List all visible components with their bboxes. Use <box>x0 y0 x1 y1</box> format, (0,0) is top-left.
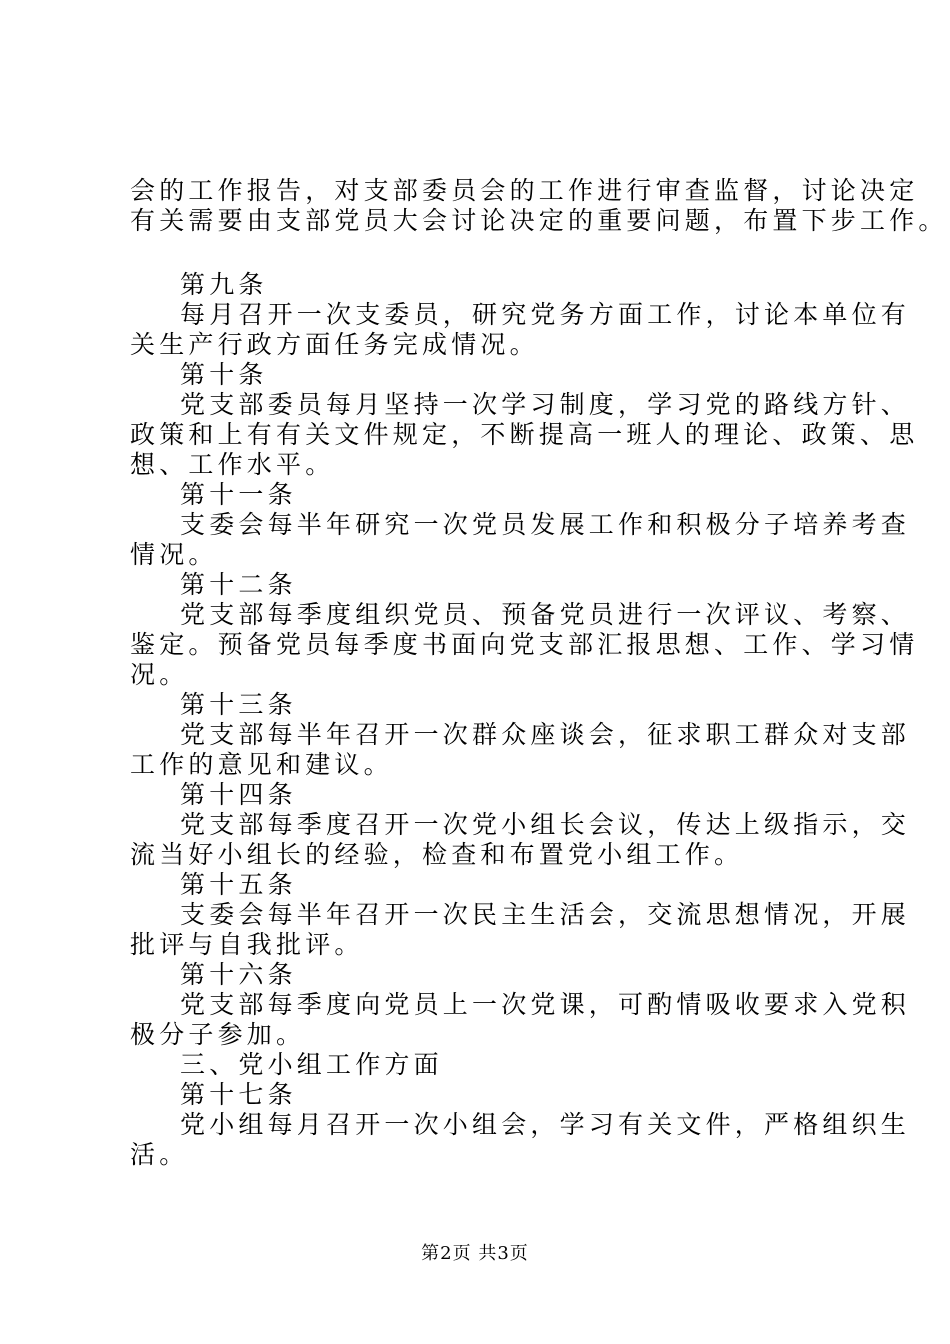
paragraph-line: 想、工作水平。 <box>130 450 335 479</box>
paragraph-line: 党小组每月召开一次小组会，学习有关文件，严格组织生 <box>180 1110 911 1139</box>
paragraph-line: 党支部每季度组织党员、预备党员进行一次评议、考察、 <box>180 600 911 629</box>
article-heading: 第十一条 <box>180 480 297 509</box>
paragraph-line: 关生产行政方面任务完成情况。 <box>130 330 539 359</box>
article-heading: 第十条 <box>180 360 268 389</box>
paragraph-line: 会的工作报告，对支部委员会的工作进行审查监督，讨论决定 <box>130 176 919 205</box>
article-heading: 第十六条 <box>180 960 297 989</box>
document-body <box>130 176 948 1170</box>
paragraph-line: 活。 <box>130 1140 189 1169</box>
paragraph-line: 流当好小组长的经验，检查和布置党小组工作。 <box>130 840 744 869</box>
paragraph-line: 工作的意见和建议。 <box>130 750 393 779</box>
article-heading: 第十四条 <box>180 780 297 809</box>
paragraph-line: 支委会每半年研究一次党员发展工作和积极分子培养考查 <box>180 510 911 539</box>
paragraph-line: 极分子参加。 <box>130 1020 306 1049</box>
paragraph-line: 党支部委员每月坚持一次学习制度，学习党的路线方针、 <box>180 390 911 419</box>
paragraph-line: 批评与自我批评。 <box>130 930 364 959</box>
section-heading: 三、党小组工作方面 <box>180 1050 443 1079</box>
article-heading: 第十七条 <box>180 1080 297 1109</box>
paragraph-line: 有关需要由支部党员大会讨论决定的重要问题，布置下步工作。 <box>130 206 948 235</box>
paragraph-line: 鉴定。预备党员每季度书面向党支部汇报思想、工作、学习情 <box>130 630 919 659</box>
article-heading: 第十五条 <box>180 870 297 899</box>
paragraph-line: 情况。 <box>130 540 218 569</box>
paragraph-line: 支委会每半年召开一次民主生活会，交流思想情况，开展 <box>180 900 911 929</box>
paragraph-line: 每月召开一次支委员，研究党务方面工作，讨论本单位有 <box>180 300 911 329</box>
paragraph-line: 政策和上有有关文件规定，不断提高一班人的理论、政策、思 <box>130 420 919 449</box>
paragraph-line: 党支部每季度召开一次党小组长会议，传达上级指示，交 <box>180 810 911 839</box>
paragraph-line: 党支部每半年召开一次群众座谈会，征求职工群众对支部 <box>180 720 911 749</box>
article-heading: 第十三条 <box>180 690 297 719</box>
article-heading: 第十二条 <box>180 570 297 599</box>
paragraph-gap <box>130 236 830 270</box>
page-number-footer: 第2页 共3页 <box>421 1243 529 1264</box>
article-heading: 第九条 <box>180 270 268 299</box>
paragraph-line: 党支部每季度向党员上一次党课，可酌情吸收要求入党积 <box>180 990 911 1019</box>
paragraph-line: 况。 <box>130 660 189 689</box>
